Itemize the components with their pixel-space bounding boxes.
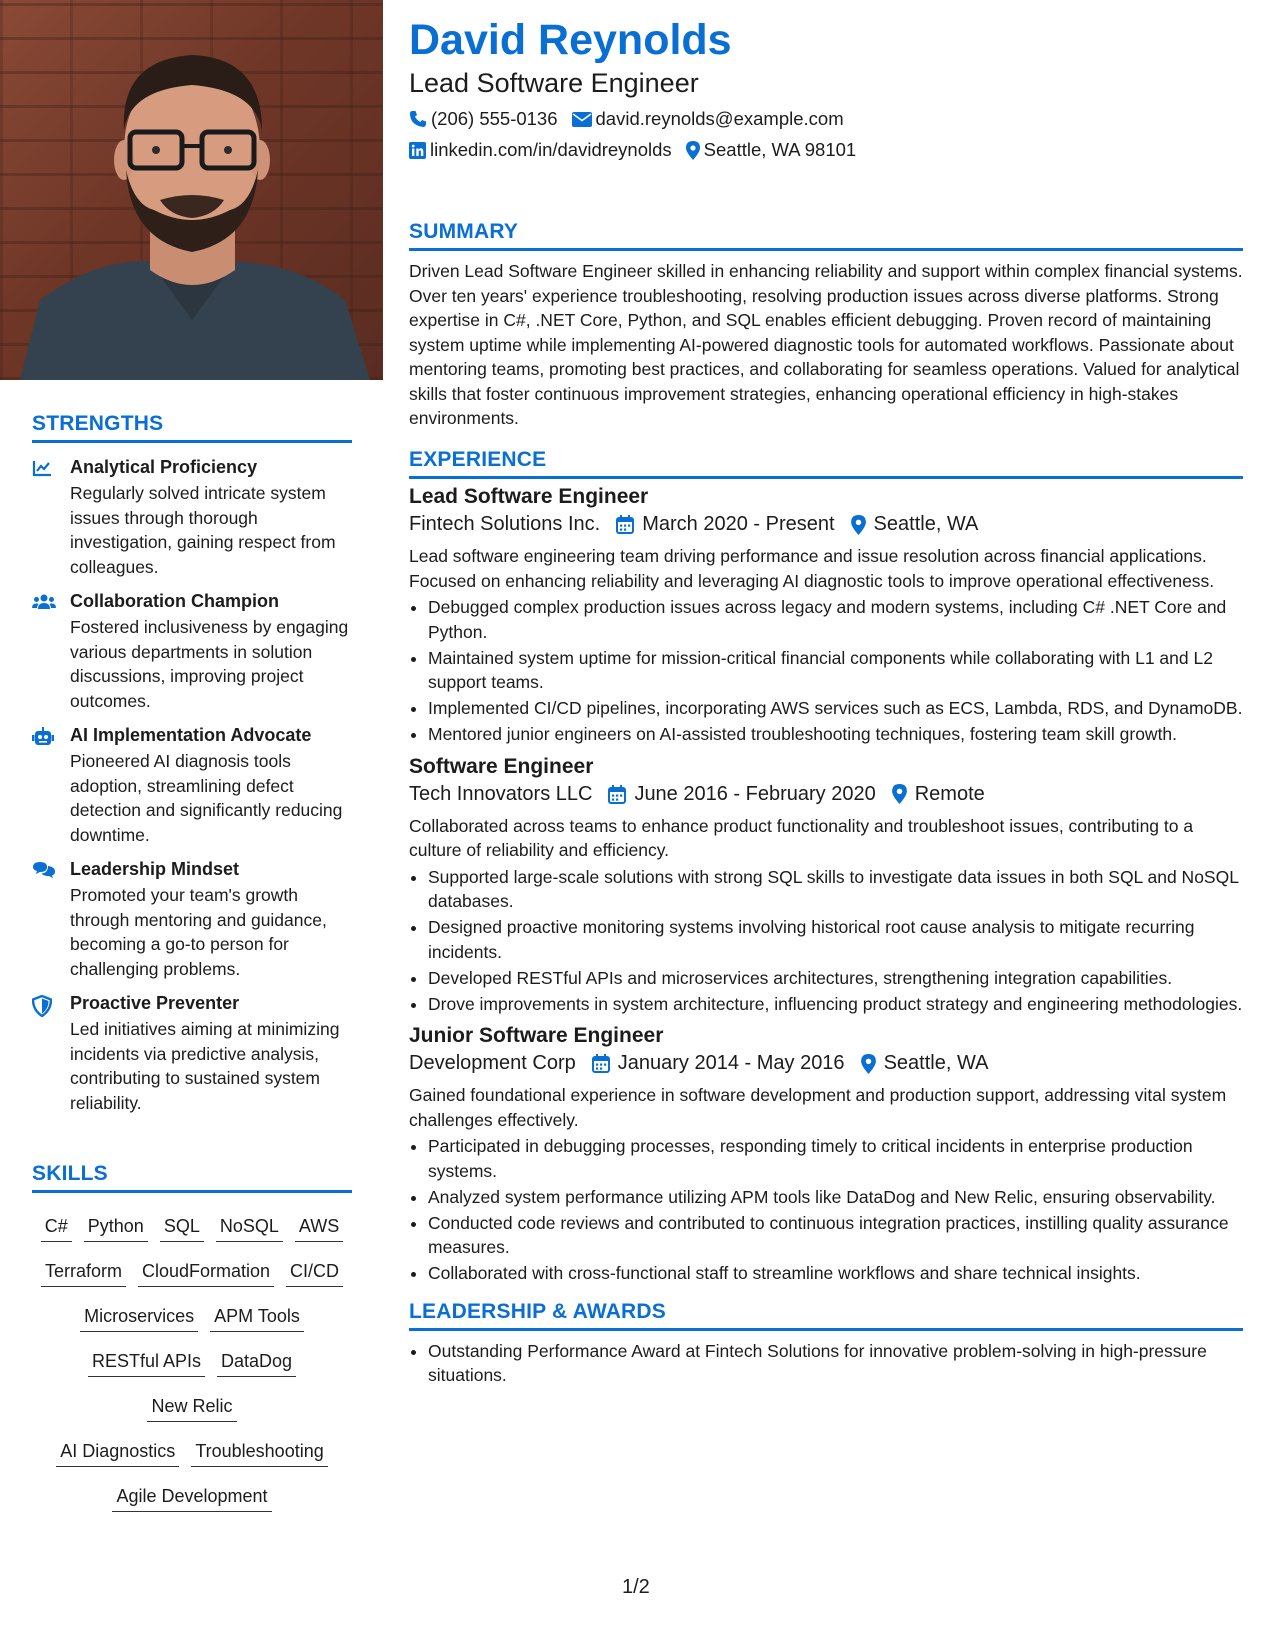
summary-heading: SUMMARY xyxy=(409,220,1243,251)
job-bullet: • Analyzed system performance utilizing APM tools like DataDog and New Relic, ensuring observability. xyxy=(428,1185,1243,1210)
skill-tag: AWS xyxy=(295,1214,343,1242)
linkedin-icon xyxy=(409,142,426,159)
linkedin-text: linkedin.com/in/davidreynolds xyxy=(430,139,672,160)
skills-section xyxy=(32,1162,352,1520)
job-bullets xyxy=(409,595,1243,747)
award-item: • Outstanding Performance Award at Fintech Solutions for innovative problem-solving in high-pressure situations. xyxy=(428,1339,1243,1388)
page-number: 1/2 xyxy=(622,1576,650,1598)
awards-section xyxy=(409,1300,1243,1388)
skill-tag: AI Diagnostics xyxy=(56,1439,179,1467)
skill-tag: Terraform xyxy=(41,1259,126,1287)
strength-description: Pioneered AI diagnosis tools adoption, streamlining defect detection and significantly reducing downtime. xyxy=(70,751,343,845)
job-bullet: • Maintained system uptime for mission-critical financial components while collaborating with L1 and L2 support teams. xyxy=(428,646,1243,695)
strength-item xyxy=(32,859,352,981)
skill-tag: New Relic xyxy=(147,1394,236,1422)
skills-heading: SKILLS xyxy=(32,1162,352,1193)
calendar-icon xyxy=(616,515,634,534)
map-pin-icon xyxy=(861,1054,876,1074)
awards-list xyxy=(409,1339,1243,1388)
strength-description: Regularly solved intricate system issues through thorough investigation, gaining respect from colleagues. xyxy=(70,483,336,577)
skill-tag: Microservices xyxy=(80,1304,198,1332)
job-entry xyxy=(409,755,1243,1017)
users-icon xyxy=(32,591,70,713)
job-title: Software Engineer xyxy=(409,754,594,778)
comments-icon xyxy=(32,859,70,981)
company-name: Tech Innovators LLC xyxy=(409,782,593,805)
skill-tag: RESTful APIs xyxy=(88,1349,205,1377)
job-bullet: • Designed proactive monitoring systems involving historical root cause analysis to mitigate recurring incidents. xyxy=(428,915,1243,964)
strength-title: AI Implementation Advocate xyxy=(70,725,312,745)
candidate-name: David Reynolds xyxy=(409,16,732,64)
strength-item xyxy=(32,725,352,847)
chart-line-icon xyxy=(32,457,70,579)
strength-description: Fostered inclusiveness by engaging various departments in solution discussions, improving project outcomes. xyxy=(70,617,349,711)
job-entry xyxy=(409,485,1243,747)
map-pin-icon xyxy=(686,141,700,160)
skills-list xyxy=(32,1205,352,1520)
email-text: david.reynolds@example.com xyxy=(595,108,844,129)
robot-icon xyxy=(32,725,70,847)
contact-email[interactable] xyxy=(572,108,844,130)
envelope-icon xyxy=(572,112,592,127)
experience-heading: EXPERIENCE xyxy=(409,448,1243,479)
job-bullet: • Implemented CI/CD pipelines, incorporating AWS services such as ECS, Lambda, RDS, and DynamoDB. xyxy=(428,696,1243,721)
skill-tag: APM Tools xyxy=(210,1304,304,1332)
job-bullet: • Collaborated with cross-functional staff to streamline workflows and share technical insights. xyxy=(428,1261,1243,1286)
skill-tag: Agile Development xyxy=(112,1484,271,1512)
strength-item xyxy=(32,591,352,713)
awards-heading: LEADERSHIP & AWARDS xyxy=(409,1300,1243,1331)
strengths-heading: STRENGTHS xyxy=(32,412,352,443)
calendar-icon xyxy=(608,785,626,804)
contact-linkedin[interactable] xyxy=(409,139,672,161)
strength-title: Analytical Proficiency xyxy=(70,457,258,477)
summary-text: Driven Lead Software Engineer skilled in enhancing reliability and support within complex financial systems. Over ten years' experience troubleshooting, resolving production issues across diverse platforms. Strong expertise in C#, .NET Core, Python, and SQL enables efficient debugging. Proven record of maintaining system uptime while implementing AI-powered diagnostic tools for automated workflows. Passionate about mentoring teams, promoting best practices, and collaborating for seamless operations. Valued for analytical skills that foster continuous improvement strategies, enhancing operational efficiency in high-stakes environments. xyxy=(409,261,1243,428)
strengths-section xyxy=(32,412,352,1115)
strength-item xyxy=(32,993,352,1115)
skill-tag: C# xyxy=(41,1214,72,1242)
location-text: Seattle, WA 98101 xyxy=(703,139,857,160)
phone-text: (206) 555-0136 xyxy=(431,108,558,129)
job-dates: January 2014 - May 2016 xyxy=(617,1052,845,1074)
contact-phone[interactable] xyxy=(409,108,558,130)
job-location: Remote xyxy=(914,782,985,805)
map-pin-icon xyxy=(851,515,866,535)
strength-title: Collaboration Champion xyxy=(70,591,279,611)
skill-tag: CI/CD xyxy=(286,1259,343,1287)
skill-tag: NoSQL xyxy=(216,1214,283,1242)
company-name: Fintech Solutions Inc. xyxy=(409,513,601,535)
phone-icon xyxy=(409,110,427,128)
shield-icon xyxy=(32,993,70,1115)
job-bullet: • Debugged complex production issues across legacy and modern systems, including C# .NET Core and Python. xyxy=(428,595,1243,644)
profile-photo xyxy=(0,0,383,380)
skill-tag: CloudFormation xyxy=(138,1259,274,1287)
job-bullet: • Participated in debugging processes, responding timely to critical incidents in enterprise production systems. xyxy=(428,1134,1243,1183)
contact-row-1 xyxy=(409,108,858,130)
calendar-icon xyxy=(592,1054,610,1073)
job-location: Seattle, WA xyxy=(873,513,979,535)
portrait-illustration xyxy=(0,0,383,380)
contact-row-2 xyxy=(409,139,870,161)
job-meta xyxy=(409,783,1243,806)
job-entry xyxy=(409,1024,1243,1286)
job-bullet: • Conducted code reviews and contributed to continuous integration practices, instilling quality assurance measures. xyxy=(428,1211,1243,1260)
contact-location xyxy=(686,139,857,161)
job-summary: Collaborated across teams to enhance product functionality and troubleshoot issues, contributing to a culture of reliability and efficiency. xyxy=(409,815,1194,860)
skill-tag: Python xyxy=(84,1214,148,1242)
job-title: Lead Software Engineer xyxy=(409,485,649,508)
map-pin-icon xyxy=(892,784,907,804)
skill-tag: Troubleshooting xyxy=(191,1439,327,1467)
job-bullets xyxy=(409,865,1243,1017)
strength-title: Proactive Preventer xyxy=(70,993,240,1013)
job-bullet: • Mentored junior engineers on AI-assisted troubleshooting techniques, fostering team skill growth. xyxy=(428,722,1243,747)
company-name: Development Corp xyxy=(409,1052,576,1074)
job-bullet: • Supported large-scale solutions with strong SQL skills to investigate data issues in both SQL and NoSQL databases. xyxy=(428,865,1243,914)
experience-section xyxy=(409,448,1243,1389)
job-dates: March 2020 - Present xyxy=(642,513,835,535)
skill-tag: SQL xyxy=(160,1214,204,1242)
skill-tag: DataDog xyxy=(217,1349,296,1377)
candidate-title: Lead Software Engineer xyxy=(409,68,699,98)
job-meta xyxy=(409,513,1243,536)
job-bullets xyxy=(409,1134,1243,1286)
summary-section xyxy=(409,220,1243,431)
job-meta xyxy=(409,1052,1243,1075)
strength-item xyxy=(32,457,352,579)
strength-title: Leadership Mindset xyxy=(70,859,240,879)
job-location: Seattle, WA xyxy=(883,1052,989,1074)
strength-description: Led initiatives aiming at minimizing incidents via predictive analysis, contributing to sustained system reliability. xyxy=(70,1019,340,1113)
left-column xyxy=(0,0,383,1650)
job-title: Junior Software Engineer xyxy=(409,1024,664,1047)
job-bullet: • Drove improvements in system architecture, influencing product strategy and engineering methodologies. xyxy=(428,992,1243,1017)
job-bullet: • Developed RESTful APIs and microservices architectures, strengthening integration capabilities. xyxy=(428,966,1243,991)
job-dates: June 2016 - February 2020 xyxy=(634,782,876,805)
strength-description: Promoted your team's growth through mentoring and guidance, becoming a go-to person for challenging problems. xyxy=(70,885,327,979)
job-summary: Gained foundational experience in software development and production support, addressing vital system challenges effectively. xyxy=(409,1085,1227,1130)
job-summary: Lead software engineering team driving performance and issue resolution across financial applications. Focused on enhancing reliability and leveraging AI diagnostic tools to improve operational effectiveness. xyxy=(409,546,1215,591)
